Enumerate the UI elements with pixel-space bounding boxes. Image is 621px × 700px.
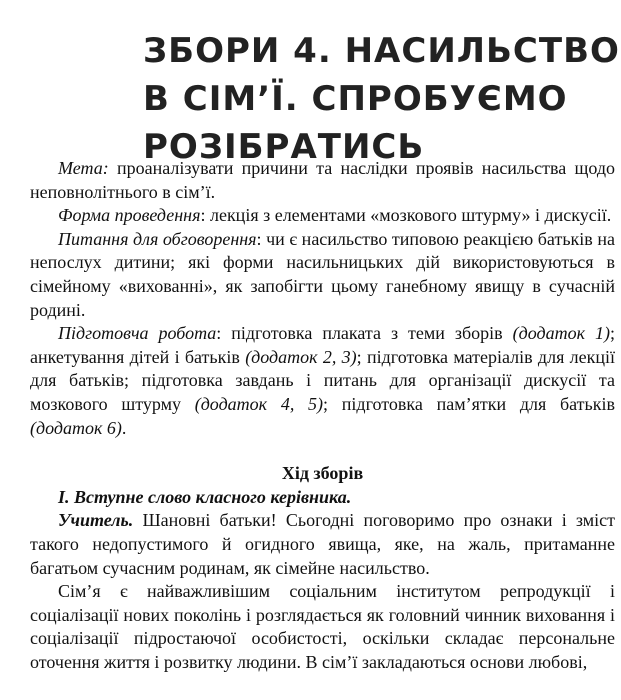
preparation-paragraph: [30, 322, 615, 440]
prep-text-4: ; підготовка пам’ятки для батьків: [323, 393, 615, 414]
prep-text-2: ; анкетування дітей і батьків: [30, 323, 615, 367]
speaker-label: Учитель.: [58, 510, 134, 531]
form-text: : лекція з елементами «мозкового штурму» і дискусії.: [200, 205, 612, 226]
section-heading: Хід зборів: [281, 463, 364, 484]
questions-label: Питання для обговорення: [58, 228, 257, 249]
document-body: [30, 157, 615, 674]
questions-text: : чи є насильство типовою реакцією батьків на непослух дитини; які форми насильницьких дій використовуються в сімейному «вихованні», як запобігти цьому ганебному явищу в сучасній родині.: [30, 228, 615, 320]
subsection-heading: I. Вступне слово класного керівника.: [58, 486, 352, 507]
appendix-ref-4: (додаток 6): [30, 417, 122, 438]
teacher-speech-paragraph: [30, 509, 615, 580]
goal-paragraph: [30, 157, 615, 204]
prep-text-5: .: [121, 417, 127, 438]
title-line-3: РОЗІБРАТИСЬ: [143, 126, 425, 167]
form-label: Форма проведення: [58, 205, 201, 226]
page-title: [143, 27, 620, 171]
appendix-ref-3: (додаток 4, 5): [194, 393, 324, 414]
prep-label: Підготовча робота: [58, 323, 217, 344]
section-gap: [30, 440, 615, 462]
questions-paragraph: [30, 228, 615, 322]
prep-text-3: ; підготовка матеріалів для лекції для батьків; підготовка завдань і питань для організації дискусії та мозкового штурму: [30, 346, 615, 414]
prep-text-1: : підготовка плаката з теми зборів: [216, 323, 513, 344]
family-paragraph: Сім’я є найважливішим соціальним інститутом репродукції і соціалізації нових поколінь і розглядається як головний чинник виховання і соціалізації підростаючої особистості, оскільки складає персональне оточення життя і розвитку людини. В сім’ї закладаються основи любові,: [30, 581, 615, 672]
goal-text: проаналізувати причини та наслідки проявів насильства щодо неповнолітнього в сім’ї.: [30, 158, 615, 202]
title-line-2: В СІМ’Ї. СПРОБУЄМО: [143, 78, 568, 119]
speech-text: Шановні батьки! Сьогодні поговоримо про ознаки і зміст такого недопустимого й огидного явища, яке, на жаль, притаманне багатьом сучасним родинам, як сімейне насильство.: [30, 510, 615, 578]
appendix-ref-1: (додаток 1): [512, 323, 610, 344]
title-line-1: ЗБОРИ 4. НАСИЛЬСТВО: [143, 30, 620, 71]
goal-label: Мета:: [58, 158, 109, 178]
form-paragraph: [30, 204, 615, 228]
appendix-ref-2: (додаток 2, 3): [245, 346, 357, 367]
